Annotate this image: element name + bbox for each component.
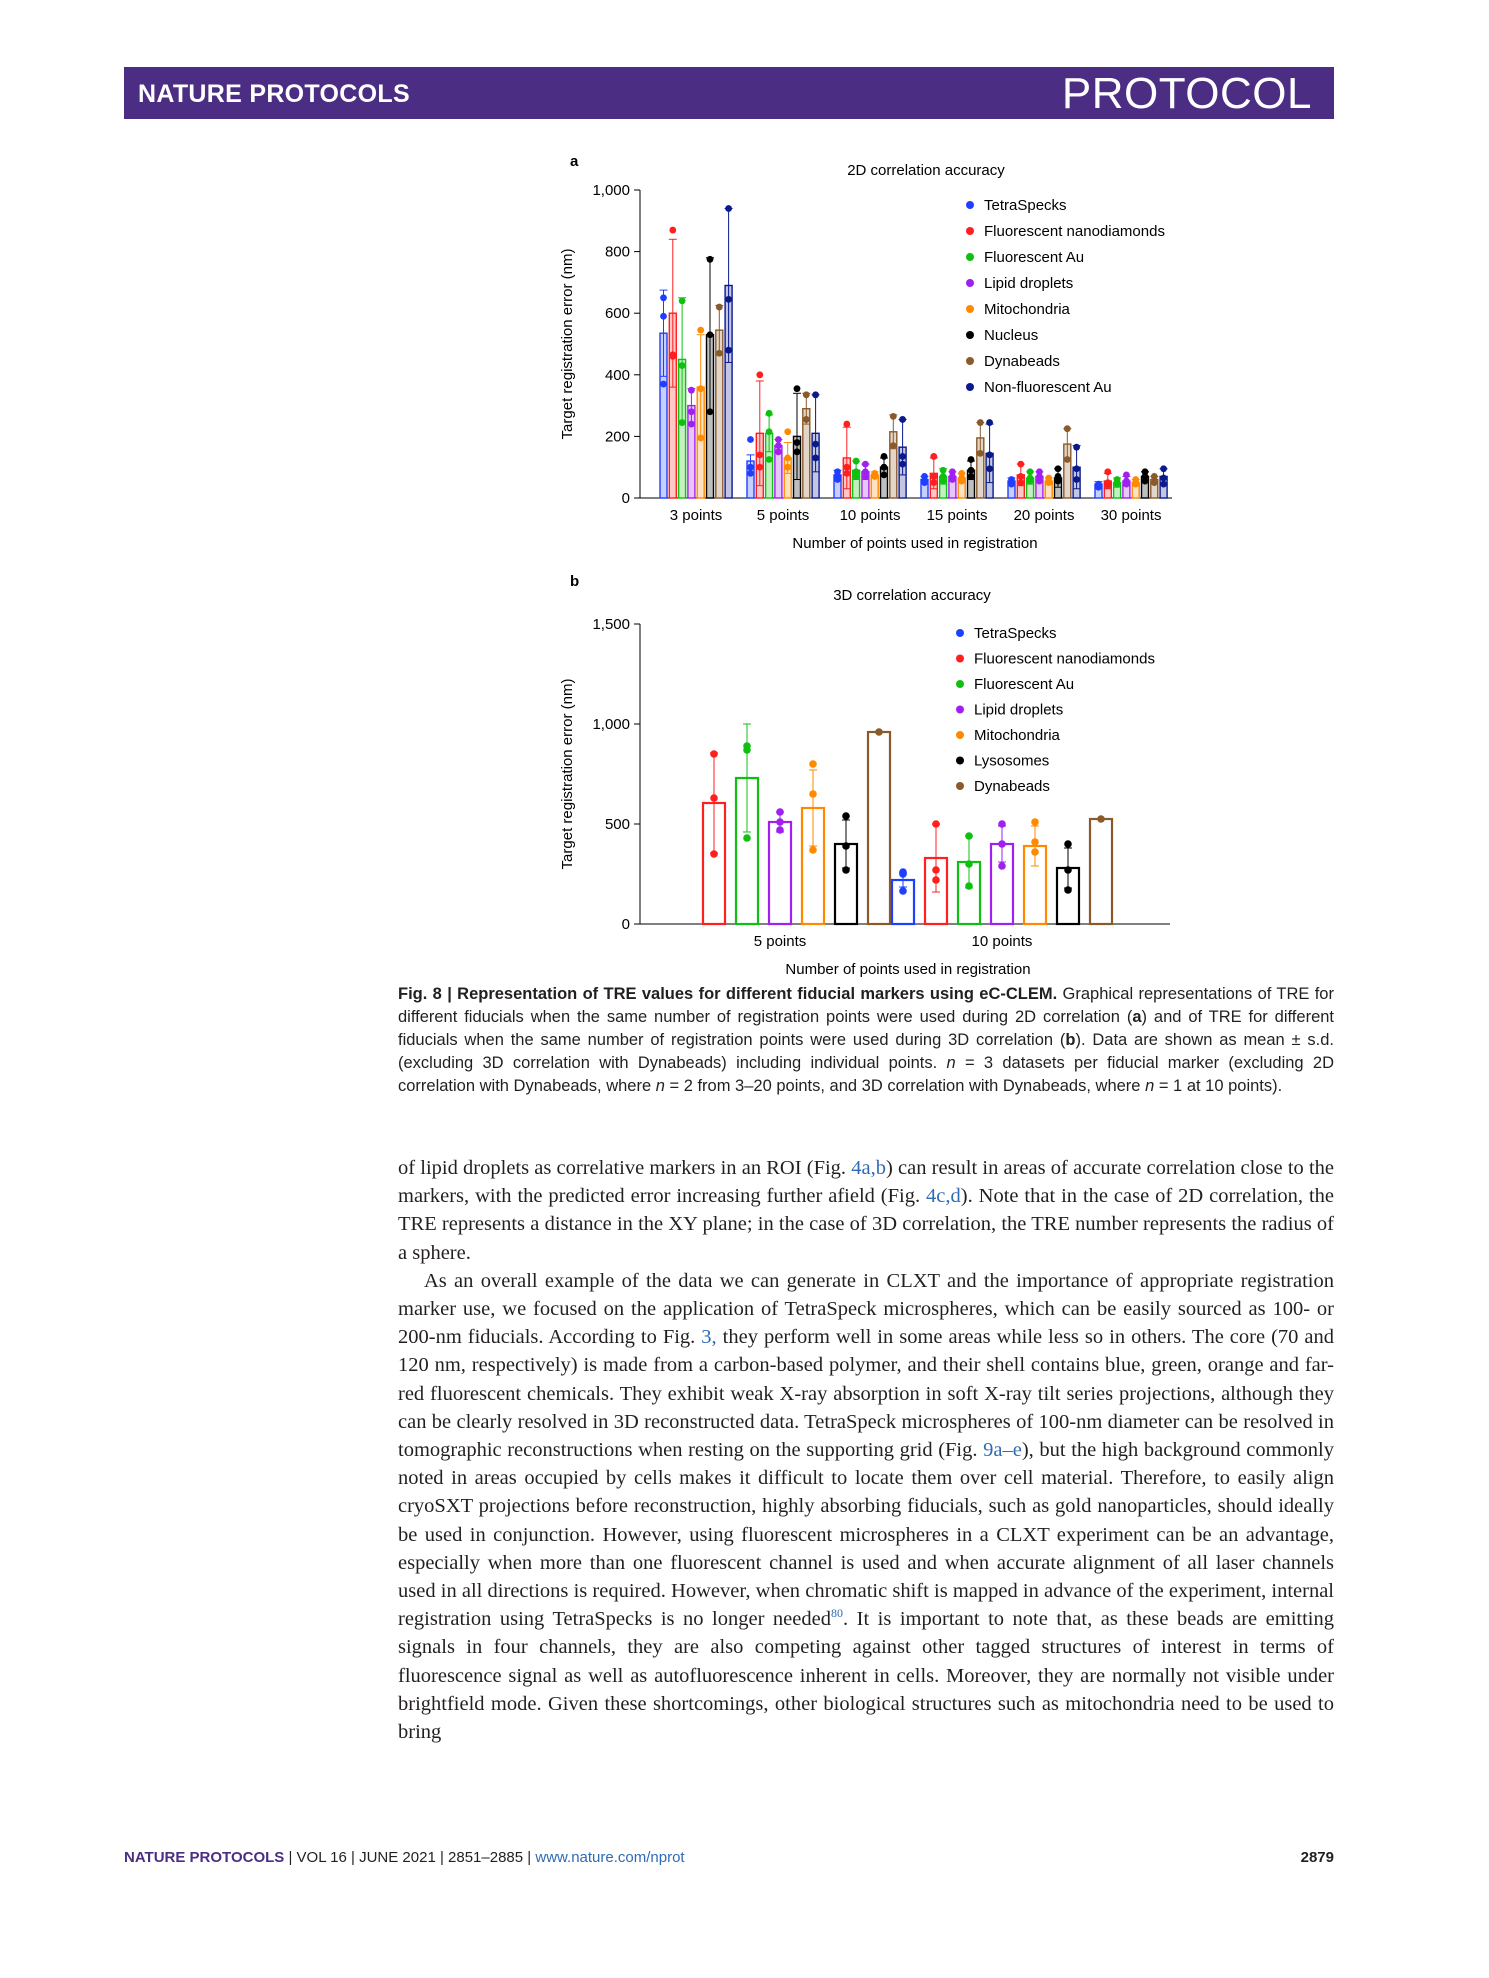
footer-journal: NATURE PROTOCOLS xyxy=(124,1849,285,1866)
data-point xyxy=(747,436,754,443)
bar xyxy=(769,822,791,924)
data-point xyxy=(940,467,947,474)
legend-marker xyxy=(966,305,974,313)
chart-2d-correlation xyxy=(540,150,1320,560)
data-point xyxy=(1073,465,1080,472)
data-point xyxy=(1008,481,1015,488)
y-axis-label: Target registration error (nm) xyxy=(559,678,576,870)
caption-n-3: n xyxy=(1145,1077,1155,1095)
legend-marker xyxy=(956,731,964,739)
data-point xyxy=(932,820,940,828)
data-point xyxy=(747,470,754,477)
y-tick-label: 1,000 xyxy=(592,182,630,199)
data-point xyxy=(977,450,984,457)
data-point xyxy=(977,419,984,426)
paragraph-2 xyxy=(398,1267,1334,1746)
legend-label: Nucleus xyxy=(984,327,1039,344)
data-point xyxy=(679,362,686,369)
data-point xyxy=(1160,481,1167,488)
x-tick-label: 30 points xyxy=(1100,507,1162,524)
data-point xyxy=(921,479,928,486)
bar xyxy=(1090,819,1112,924)
footer-url[interactable]: www.nature.com/nprot xyxy=(535,1849,685,1866)
data-point xyxy=(809,846,817,854)
data-point xyxy=(986,419,993,426)
data-point xyxy=(669,353,676,360)
data-point xyxy=(775,436,782,443)
footer-sep: | xyxy=(523,1849,536,1866)
data-point xyxy=(1027,478,1034,485)
caption-text-2: ) and of TRE for different fiducials when the same number of registration points were used during 3D correlation ( xyxy=(398,1008,1335,1049)
footer-pages: 2851–2885 xyxy=(448,1849,524,1866)
x-axis-label: Number of points used in registration xyxy=(792,535,1038,552)
data-point xyxy=(899,870,907,878)
legend-marker xyxy=(956,655,964,663)
data-point xyxy=(932,866,940,874)
data-point xyxy=(998,840,1006,848)
data-point xyxy=(1160,475,1167,482)
article-body xyxy=(398,1154,1334,1746)
legend-label: Fluorescent nanodiamonds xyxy=(974,650,1155,668)
journal-header xyxy=(124,67,1334,119)
data-point xyxy=(899,887,907,895)
caption-label: Fig. 8 | Representation of TRE values for different fiducial markers using eC-CLEM. xyxy=(398,985,1058,1003)
chart-title: 2D correlation accuracy xyxy=(847,162,1005,179)
data-point xyxy=(710,750,718,758)
bar xyxy=(868,732,890,924)
legend-marker xyxy=(966,357,974,365)
data-point xyxy=(716,350,723,357)
data-point xyxy=(743,746,751,754)
data-point xyxy=(930,453,937,460)
legend-label: Fluorescent Au xyxy=(984,249,1085,266)
data-point xyxy=(1097,815,1105,823)
legend-marker xyxy=(966,201,974,209)
data-point xyxy=(965,832,973,840)
caption-n-1: n xyxy=(946,1054,956,1072)
data-point xyxy=(776,808,784,816)
data-point xyxy=(853,473,860,480)
data-point xyxy=(697,385,704,392)
caption-text-6: = 1 at 10 points). xyxy=(1154,1077,1283,1095)
data-point xyxy=(1036,478,1043,485)
p2-text-c: ), but the high background commonly noted in areas occupied by cells makes it difficult to locate them over cell material. Therefore, to easily align cryoSXT projections before reconstruction, highly absorbing fiducials, such as gold nanoparticles, should ideally be used in conjunction. However, using fluorescent microspheres in a CLXT experiment can be an advantage, especially when more than one fluorescent channel is used and when accurate alignment of all laser channels used in all directions is required. However, when chromatic shift is mapped in advance of the experiment, internal registration using TetraSpecks is no longer needed xyxy=(398,1439,1334,1631)
p1-text-b: ) can result in areas of accurate correlation close to the markers, with the predicted error increasing further afield (Fig. xyxy=(398,1157,1334,1208)
data-point xyxy=(965,860,973,868)
footer-citation xyxy=(124,1849,685,1866)
data-point xyxy=(688,387,695,394)
data-point xyxy=(688,421,695,428)
data-point xyxy=(1073,476,1080,483)
footer-sep: | xyxy=(346,1849,360,1866)
legend-label: Lipid droplets xyxy=(984,275,1074,292)
data-point xyxy=(998,862,1006,870)
data-point xyxy=(660,313,667,320)
data-point xyxy=(843,421,850,428)
data-point xyxy=(842,812,850,820)
journal-name: NATURE PROTOCOLS xyxy=(138,80,410,108)
legend-marker xyxy=(966,331,974,339)
data-point xyxy=(756,371,763,378)
data-point xyxy=(809,790,817,798)
panel-b xyxy=(540,570,1320,980)
footer-sep: | xyxy=(435,1849,449,1866)
caption-ref-a: a xyxy=(1132,1008,1142,1026)
data-point xyxy=(1017,473,1024,480)
data-point xyxy=(958,478,965,485)
data-point xyxy=(834,476,841,483)
data-point xyxy=(842,842,850,850)
caption-text-4: = 3 datasets per fiducial marker (excluding 2D correlation with Dynabeads, where xyxy=(398,1054,1334,1095)
data-point xyxy=(725,205,732,212)
data-point xyxy=(766,456,773,463)
data-point xyxy=(871,473,878,480)
data-point xyxy=(707,256,714,263)
p2-text-d: . It is important to note that, as these beads are emitting signals in four channels, they are also competing against other tagged structures of interest in terms of fluorescence signal as well as autofluorescence inherent in cells. Moreover, they are normally not visible under brightfield mode. Given these shortcomings, other biological structures such as mitochondria need to be used to bring xyxy=(398,1608,1334,1744)
data-point xyxy=(1027,468,1034,475)
paragraph-1 xyxy=(398,1154,1334,1267)
data-point xyxy=(899,461,906,468)
data-point xyxy=(1064,886,1072,894)
data-point xyxy=(1123,481,1130,488)
data-point xyxy=(669,227,676,234)
legend-label: Fluorescent Au xyxy=(974,676,1075,693)
data-point xyxy=(930,473,937,480)
reference-80[interactable]: 80 xyxy=(830,1606,843,1621)
x-tick-label: 5 points xyxy=(756,507,810,524)
data-point xyxy=(747,464,754,471)
data-point xyxy=(881,464,888,471)
legend-label: Fluorescent nanodiamonds xyxy=(984,223,1165,240)
data-point xyxy=(1160,465,1167,472)
data-point xyxy=(660,381,667,388)
y-tick-label: 800 xyxy=(604,243,630,261)
data-point xyxy=(660,294,667,301)
data-point xyxy=(812,455,819,462)
legend-label: Non-fluorescent Au xyxy=(984,379,1112,396)
data-point xyxy=(881,472,888,479)
data-point xyxy=(725,347,732,354)
data-point xyxy=(784,464,791,471)
fig-link-4ab[interactable]: 4a,b xyxy=(851,1157,886,1179)
fig-link-9ae[interactable]: 9a–e xyxy=(983,1439,1022,1462)
data-point xyxy=(1017,461,1024,468)
data-point xyxy=(775,442,782,449)
page-number: 2879 xyxy=(1300,1849,1334,1866)
data-point xyxy=(890,442,897,449)
figure-caption xyxy=(398,983,1334,1098)
data-point xyxy=(862,473,869,480)
y-tick-label: 0 xyxy=(621,916,630,933)
legend-label: TetraSpecks xyxy=(984,197,1067,214)
y-tick-label: 400 xyxy=(604,366,630,384)
data-point xyxy=(1055,478,1062,485)
data-point xyxy=(725,296,732,303)
legend-marker xyxy=(956,680,964,688)
y-tick-label: 600 xyxy=(604,305,630,323)
data-point xyxy=(803,391,810,398)
legend-label: Lipid droplets xyxy=(974,701,1064,719)
data-point xyxy=(766,428,773,435)
data-point xyxy=(710,794,718,802)
data-point xyxy=(803,416,810,423)
data-point xyxy=(794,385,801,392)
data-point xyxy=(794,439,801,446)
x-tick-label: 10 points xyxy=(839,507,901,524)
data-point xyxy=(930,479,937,486)
data-point xyxy=(794,448,801,455)
data-point xyxy=(1123,472,1130,479)
data-point xyxy=(1142,478,1149,485)
legend-marker xyxy=(956,706,964,714)
data-point xyxy=(843,470,850,477)
data-point xyxy=(766,410,773,417)
data-point xyxy=(1064,456,1071,463)
legend-label: Lysosomes xyxy=(974,752,1050,770)
legend-label: Dynabeads xyxy=(974,778,1050,795)
data-point xyxy=(968,473,975,480)
data-point xyxy=(1031,838,1039,846)
data-point xyxy=(688,408,695,415)
data-point xyxy=(1017,479,1024,486)
data-point xyxy=(1064,425,1071,432)
data-point xyxy=(1114,481,1121,488)
y-tick-label: 200 xyxy=(604,428,630,446)
panel-letter: a xyxy=(570,153,579,170)
y-tick-label: 1,500 xyxy=(592,616,630,633)
caption-text-1: Graphical representations of TRE for different fiducials when the same number of registration points were used during 2D correlation ( xyxy=(398,985,1334,1026)
panel-letter: b xyxy=(570,573,580,590)
fig-link-4cd[interactable]: 4c,d xyxy=(926,1185,961,1208)
data-point xyxy=(707,331,714,338)
data-point xyxy=(881,453,888,460)
data-point xyxy=(756,464,763,471)
data-point xyxy=(812,391,819,398)
data-point xyxy=(743,834,751,842)
data-point xyxy=(716,304,723,311)
y-tick-label: 0 xyxy=(621,490,630,507)
data-point xyxy=(968,467,975,474)
chart-title: 3D correlation accuracy xyxy=(833,587,991,604)
caption-text-3: ). Data are shown as mean ± s.d. (excluding 3D correlation with Dynabeads) including individual points. xyxy=(398,1031,1334,1072)
data-point xyxy=(1031,848,1039,856)
chart-3d-correlation xyxy=(540,570,1320,980)
data-point xyxy=(862,461,869,468)
x-tick-label: 15 points xyxy=(926,507,988,524)
data-point xyxy=(1031,818,1039,826)
data-point xyxy=(1073,444,1080,451)
data-point xyxy=(1104,482,1111,489)
data-point xyxy=(1064,866,1072,874)
legend-marker xyxy=(956,757,964,765)
data-point xyxy=(707,408,714,415)
data-point xyxy=(776,826,784,834)
data-point xyxy=(965,882,973,890)
panel-a xyxy=(540,150,1320,560)
data-point xyxy=(756,451,763,458)
legend-label: Mitochondria xyxy=(974,727,1060,744)
data-point xyxy=(697,435,704,442)
data-point xyxy=(1151,473,1158,480)
legend-marker xyxy=(966,383,974,391)
p2-text-a: As an overall example of the data we can generate in CLXT and the importance of appropriate registration marker use, we focused on the application of TetraSpeck microspheres, which can be easily sourced as 100- or 200-nm fiducials. According to Fig. xyxy=(398,1269,1334,1349)
data-point xyxy=(776,818,784,826)
data-point xyxy=(1055,465,1062,472)
legend-marker xyxy=(966,227,974,235)
data-point xyxy=(986,465,993,472)
footer-sep: | xyxy=(284,1849,297,1866)
data-point xyxy=(842,866,850,874)
caption-text-5: = 2 from 3–20 points, and 3D correlation with Dynabeads, where xyxy=(664,1077,1146,1095)
x-tick-label: 3 points xyxy=(669,507,723,524)
footer-date: JUNE 2021 xyxy=(359,1849,436,1866)
footer-volume: VOL 16 xyxy=(296,1849,347,1866)
data-point xyxy=(932,876,940,884)
data-point xyxy=(1095,484,1102,491)
caption-ref-b: b xyxy=(1065,1031,1076,1049)
p1-text-c: ). Note that in the case of 2D correlation, the TRE represents a distance in the XY plane; in the case of 3D correlation, the TRE number represents the radius of a sphere. xyxy=(398,1185,1334,1264)
section-label: PROTOCOL xyxy=(1061,69,1312,118)
legend-marker xyxy=(956,782,964,790)
data-point xyxy=(809,760,817,768)
data-point xyxy=(986,451,993,458)
data-point xyxy=(890,413,897,420)
y-tick-label: 1,000 xyxy=(592,716,630,733)
data-point xyxy=(710,850,718,858)
fig-link-3[interactable]: 3, xyxy=(701,1326,717,1349)
data-point xyxy=(1064,840,1072,848)
data-point xyxy=(899,416,906,423)
data-point xyxy=(812,441,819,448)
data-point xyxy=(1132,481,1139,488)
x-axis-label: Number of points used in registration xyxy=(785,961,1031,978)
data-point xyxy=(784,455,791,462)
legend-label: TetraSpecks xyxy=(974,625,1057,642)
data-point xyxy=(784,428,791,435)
data-point xyxy=(875,728,883,736)
data-point xyxy=(679,297,686,304)
caption-n-2: n xyxy=(655,1077,665,1095)
data-point xyxy=(1045,479,1052,486)
data-point xyxy=(1151,479,1158,486)
x-tick-label: 5 points xyxy=(753,933,807,950)
data-point xyxy=(940,478,947,485)
p2-text-b: they perform well in some areas while less so in others. The core (70 and 120 nm, respectively) is made from a carbon-based polymer, and their shell contains blue, green, orange and far-red fluorescent chemicals. They exhibit weak X-ray absorption in soft X-ray tilt series projections, although they can be clearly resolved in 3D reconstructed data. TetraSpeck microspheres of 100-nm diameter can be resolved in tomographic reconstructions when resting on the supporting grid (Fig. xyxy=(398,1326,1334,1462)
data-point xyxy=(679,419,686,426)
p1-text-a: of lipid droplets as correlative markers in an ROI (Fig. xyxy=(398,1157,852,1179)
legend-label: Mitochondria xyxy=(984,301,1070,318)
data-point xyxy=(1104,468,1111,475)
legend-marker xyxy=(966,253,974,261)
legend-marker xyxy=(966,279,974,287)
y-tick-label: 500 xyxy=(604,816,630,833)
x-tick-label: 20 points xyxy=(1013,507,1075,524)
legend-label: Dynabeads xyxy=(984,353,1060,370)
data-point xyxy=(853,458,860,465)
data-point xyxy=(899,453,906,460)
data-point xyxy=(697,327,704,334)
legend-marker xyxy=(956,629,964,637)
x-tick-label: 10 points xyxy=(971,933,1033,950)
data-point xyxy=(968,456,975,463)
data-point xyxy=(998,820,1006,828)
data-point xyxy=(949,476,956,483)
data-point xyxy=(775,448,782,455)
y-axis-label: Target registration error (nm) xyxy=(559,248,576,440)
data-point xyxy=(843,464,850,471)
